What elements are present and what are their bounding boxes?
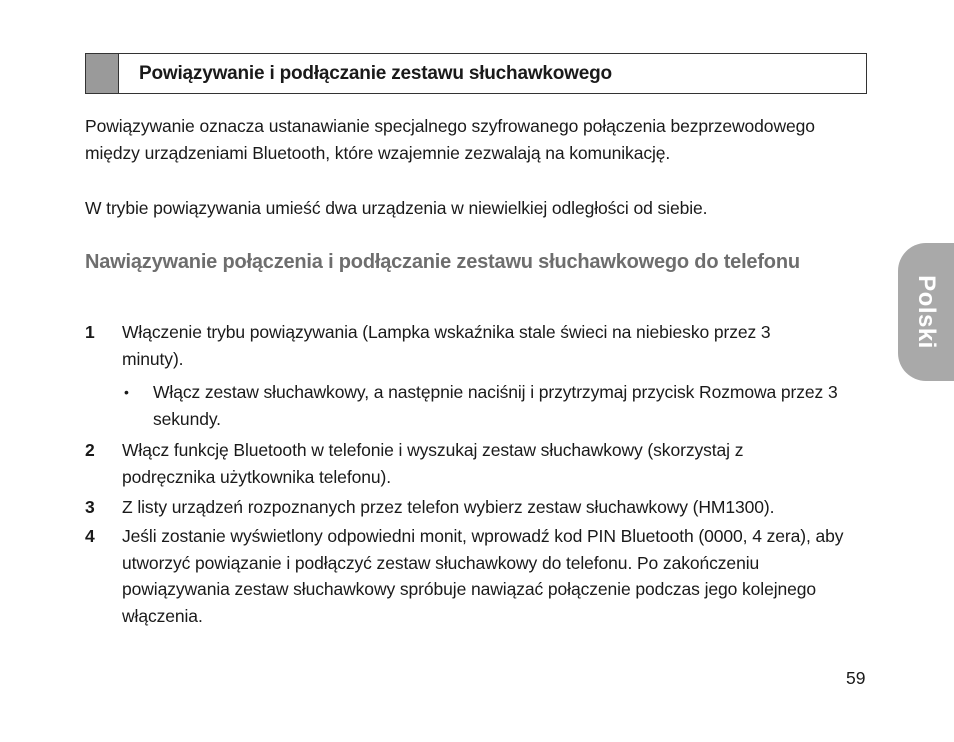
step-number: 2 bbox=[85, 440, 95, 460]
intro-paragraph-1: Powiązywanie oznacza ustanawianie specjalnego szyfrowanego połączenia bezprzewodowego między urządzeniami Bluetooth, które wzajemnie zezwalają na komunikację. bbox=[85, 116, 815, 163]
step-1-bullet bbox=[124, 379, 844, 432]
page-number: 59 bbox=[846, 668, 866, 688]
bullet-mark: • bbox=[124, 384, 129, 400]
section-header bbox=[85, 53, 867, 94]
step-1 bbox=[85, 319, 845, 372]
bullet-text: Włącz zestaw słuchawkowy, a następnie naciśnij i przytrzymaj przycisk Rozmowa przez 3 sekundy. bbox=[153, 382, 838, 429]
intro-paragraph-2: W trybie powiązywania umieść dwa urządzenia w niewielkiej odległości od siebie. bbox=[85, 198, 708, 218]
section-title: Powiązywanie i podłączanie zestawu słuchawkowego bbox=[139, 62, 612, 84]
step-3 bbox=[85, 494, 845, 521]
step-2 bbox=[85, 437, 845, 490]
step-text: Jeśli zostanie wyświetlony odpowiedni monit, wprowadź kod PIN Bluetooth (0000, 4 zera), aby utworzyć powiązanie i podłączyć zestaw słuchawkowy do telefonu. Po zakończeniu powiązywania zestaw słuchawkowy spróbuje nawiązać połączenie podczas jego kolejnego włączenia. bbox=[122, 526, 844, 626]
step-4 bbox=[85, 523, 845, 629]
section-marker bbox=[86, 54, 119, 93]
step-number: 3 bbox=[85, 497, 95, 517]
language-label: Polski bbox=[913, 275, 941, 349]
step-text: Włącz funkcję Bluetooth w telefonie i wyszukaj zestaw słuchawkowy (skorzystaj z podręcznika użytkownika telefonu). bbox=[122, 440, 744, 487]
step-text: Z listy urządzeń rozpoznanych przez telefon wybierz zestaw słuchawkowy (HM1300). bbox=[122, 497, 775, 517]
step-number: 1 bbox=[85, 322, 95, 342]
language-side-tab bbox=[898, 243, 954, 381]
step-text: Włączenie trybu powiązywania (Lampka wskaźnika stale świeci na niebiesko przez 3 minuty). bbox=[122, 322, 771, 369]
subheading: Nawiązywanie połączenia i podłączanie zestawu słuchawkowego do telefonu bbox=[85, 251, 800, 273]
step-number: 4 bbox=[85, 526, 95, 546]
